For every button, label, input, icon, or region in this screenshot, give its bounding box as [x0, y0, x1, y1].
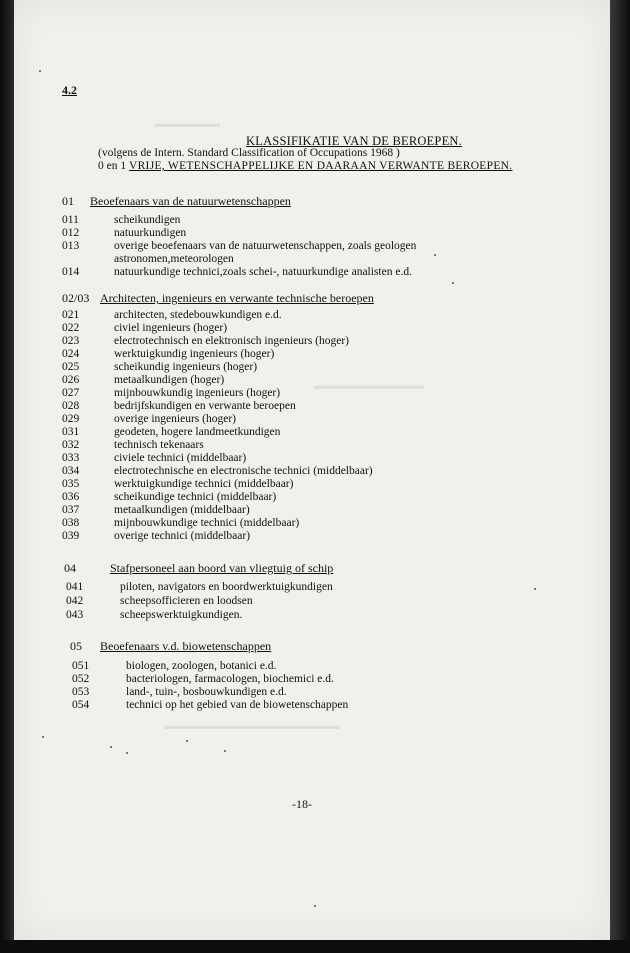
item-code: 026 — [62, 374, 80, 386]
scan-speck — [126, 752, 128, 754]
item-code: 027 — [62, 387, 80, 399]
item-code: 037 — [62, 504, 80, 516]
main-group-code: 0 en 1 — [98, 160, 127, 172]
item-label: overige ingenieurs (hoger) — [114, 413, 236, 425]
item-label: technisch tekenaars — [114, 439, 204, 451]
main-group-label: VRIJE, WETENSCHAPPELIJKE EN DAARAAN VERWANTE BEROEPEN. — [128, 160, 513, 172]
scan-speck — [534, 588, 536, 590]
scan-speck — [434, 254, 436, 256]
item-label: electrotechnische en electronische technici (middelbaar) — [114, 465, 373, 477]
item-label: mijnbouwkundig ingenieurs (hoger) — [114, 387, 281, 399]
item-code: 021 — [62, 309, 80, 321]
item-label: architecten, stedebouwkundigen e.d. — [114, 309, 282, 321]
item-code: 022 — [62, 322, 80, 334]
scan-speck — [110, 746, 112, 748]
item-label: natuurkundige technici,zoals schei-, natuurkundige analisten e.d. — [114, 266, 412, 278]
item-code: 038 — [62, 517, 80, 529]
subtitle-classification: (volgens de Intern. Standard Classification of Occupations 1968 ) — [98, 147, 400, 159]
group-label: Beoefenaars v.d. biowetenschappen — [100, 639, 272, 653]
item-code: 031 — [62, 426, 80, 438]
item-label: bacteriologen, farmacologen, biochemici e.d. — [126, 673, 334, 685]
page-title: KLASSIFIKATIE VAN DE BEROEPEN. — [246, 134, 462, 148]
item-label: scheikundig ingenieurs (hoger) — [114, 361, 258, 373]
bleed-through: ▬▬▬▬▬▬ — [154, 118, 220, 130]
page-number: -18- — [292, 797, 312, 811]
scan-speck — [42, 736, 44, 738]
scan-speck — [452, 282, 454, 284]
group-code: 02/03 — [62, 291, 90, 305]
item-label: astronomen,meteorologen — [114, 253, 234, 265]
item-label: biologen, zoologen, botanici e.d. — [126, 660, 277, 672]
item-label: scheikundige technici (middelbaar) — [114, 491, 277, 503]
item-label: bedrijfskundigen en verwante beroepen — [114, 400, 296, 412]
item-code: 036 — [62, 491, 80, 503]
scan-speck — [186, 740, 188, 742]
item-code: 033 — [62, 452, 80, 464]
item-label: overige technici (middelbaar) — [114, 530, 251, 542]
book-spine — [0, 0, 14, 953]
item-code: 011 — [62, 214, 79, 226]
item-label: geodeten, hogere landmeetkundigen — [114, 426, 281, 438]
item-label: metaalkundigen (middelbaar) — [114, 504, 250, 516]
group-label: Stafpersoneel aan boord van vliegtuig of schip — [110, 561, 334, 575]
item-label: werktuigkundig ingenieurs (hoger) — [114, 348, 275, 360]
item-label: technici op het gebied van de biowetenschappen — [126, 699, 349, 711]
item-code: 041 — [66, 581, 84, 593]
item-code: 051 — [72, 660, 90, 672]
item-code: 012 — [62, 227, 80, 239]
scan-speck — [314, 905, 316, 907]
group-code: 04 — [64, 561, 76, 575]
item-code: 054 — [72, 699, 90, 711]
subtitle-main-group — [98, 160, 512, 172]
item-label: civiel ingenieurs (hoger) — [114, 322, 228, 334]
bleed-through: ▬▬▬▬▬▬▬▬▬▬ — [314, 380, 424, 392]
group-label: Architecten, ingenieurs en verwante technische beroepen — [100, 291, 374, 305]
item-code: 014 — [62, 266, 80, 278]
item-label: civiele technici (middelbaar) — [114, 452, 247, 464]
item-code: 039 — [62, 530, 80, 542]
item-code: 028 — [62, 400, 80, 412]
item-code: 034 — [62, 465, 80, 477]
item-code: 052 — [72, 673, 90, 685]
item-code: 032 — [62, 439, 80, 451]
scan-speck — [39, 70, 41, 72]
item-label: electrotechnisch en elektronisch ingenieurs (hoger) — [114, 335, 350, 347]
page-edge-right — [610, 0, 630, 953]
group-code: 01 — [62, 194, 74, 208]
item-code: 042 — [66, 595, 84, 607]
page-edge-bottom — [0, 940, 630, 953]
item-code: 035 — [62, 478, 80, 490]
item-code: 013 — [62, 240, 80, 252]
item-code: 025 — [62, 361, 80, 373]
item-code: 024 — [62, 348, 80, 360]
bleed-through: ▬▬▬▬▬▬▬▬▬▬▬▬▬▬▬▬ — [164, 720, 340, 732]
item-code: 053 — [72, 686, 90, 698]
item-code: 043 — [66, 609, 84, 621]
item-label: scheikundigen — [114, 214, 181, 226]
item-label: overige beoefenaars van de natuurwetenschappen, zoals geologen — [114, 240, 417, 252]
item-label: metaalkundigen (hoger) — [114, 374, 225, 386]
item-code: 023 — [62, 335, 80, 347]
item-label: werktuigkundige technici (middelbaar) — [114, 478, 294, 490]
item-label: natuurkundigen — [114, 227, 187, 239]
document-page — [14, 0, 610, 940]
section-number: 4.2 — [62, 83, 77, 97]
group-code: 05 — [70, 639, 82, 653]
item-code: 029 — [62, 413, 80, 425]
item-label: scheepswerktuigkundigen. — [120, 609, 243, 621]
item-label: scheepsofficieren en loodsen — [120, 595, 253, 607]
group-label: Beoefenaars van de natuurwetenschappen — [90, 194, 291, 208]
item-label: mijnbouwkundige technici (middelbaar) — [114, 517, 300, 529]
scan-speck — [224, 750, 226, 752]
item-label: piloten, navigators en boordwerktuigkundigen — [120, 581, 333, 593]
item-label: land-, tuin-, bosbouwkundigen e.d. — [126, 686, 287, 698]
